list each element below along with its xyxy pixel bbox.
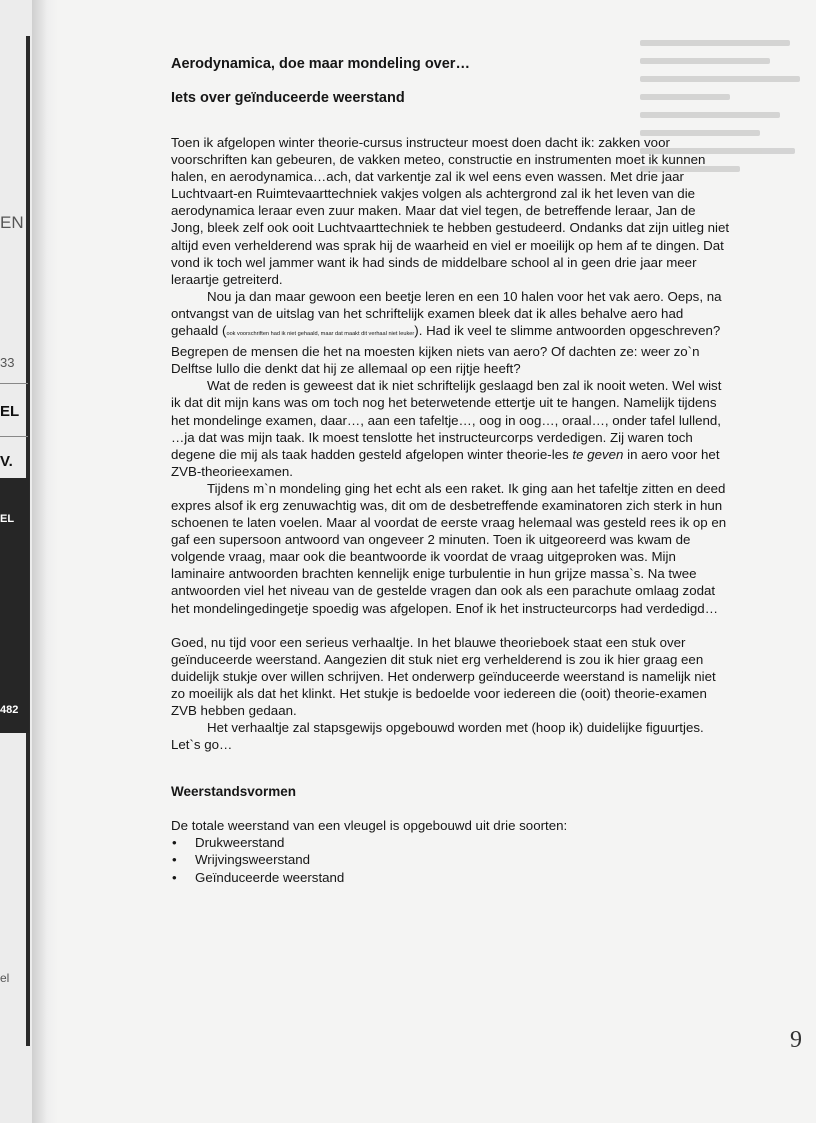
adjacent-page-fragment: EL	[0, 403, 20, 420]
adjacent-page-fragment: el	[0, 971, 10, 985]
list-item: • Wrijvingsweerstand	[172, 852, 311, 868]
page-binding-shadow	[32, 0, 58, 1123]
drag-types-list	[171, 834, 731, 885]
adjacent-page-dark-band	[0, 478, 29, 733]
paragraph-exam-result: Nou ja dan maar gewoon een beetje leren en een 10 halen voor het vak aero. Oeps, na ontvangst van de uitslag van het schriftelijk examen bleek dat ik alles behalve aero had gehaald (ook voorschriften had ik niet gehaald, maar dat maakt dit verhaal niet leuker). Had ik veel te slimme antwoorden opgeschreven? Begrepen de mensen die het na moesten kijken niets van aero? Of dachten ze: weer zo`n Delftse lullo die denkt dat hij ze allemaal op een rijtje heeft?	[171, 288, 722, 377]
article-title: Aerodynamica, doe maar mondeling over…	[171, 56, 470, 72]
bullet-icon: •	[172, 852, 177, 868]
list-item: • Geïnduceerde weerstand	[172, 869, 345, 885]
paragraph-oral-exam: Tijdens m`n mondeling ging het echt als een raket. Ik ging aan het tafeltje zitten en deed expres alsof ik erg zenuwachtig was, dit om de desbetreffende examinatoren zich sterk in hun schoenen te laten voelen. Maar al voordat de eerste vraag helemaal was gesteld rees ik op en gaf een supersoon antwoord van ongeveer 2 minuten. Toen ik uitgeoreerd was kwam de volgende vraag, maar ook die beantwoorde ik voordat de vraag uitgeproken was. Mijn laminaire antwoorden brachten kennelijk enige turbulentie in hun grijze massa`s. Na twee antwoorden viel het niveau van de gestelde vragen dan ook als een parachute omlaag zodat het mondelingedingetje spoedig was afgelopen. Enof ik het instructeurcorps had verdedigd…	[171, 480, 727, 616]
section-intro: De totale weerstand van een vleugel is opgebouwd uit drie soorten:	[171, 818, 568, 834]
adjacent-page-rule	[0, 383, 28, 384]
paragraph-oral-exam-reason: Wat de reden is geweest dat ik niet schriftelijk geslaagd ben zal ik nooit weten. Wel wist ik dat dit mijn kans was om toch nog het beterwetende ettertje uit te hangen. Namelijk tijdens het mondelinge examen, daar…, aan een tafeltje…, oog in oog…, oraal…, onder tafel lullend, …ja dat was mijn taak. Ik moest tenslotte het instructeurcorps verdedigen. Zij waren toch degene die mij als taak hadden gesteld afgelopen winter theorie-les te geven in aero voor het ZVB-theorieexamen.	[171, 378, 722, 479]
article-subtitle: Iets over geïnduceerde weerstand	[171, 90, 405, 106]
adjacent-page-fragment: 482	[0, 704, 19, 716]
section-heading: Weerstandsvormen	[171, 784, 297, 800]
adjacent-page-fragment: 33	[0, 355, 15, 370]
paragraph-intro: Toen ik afgelopen winter theorie-cursus instructeur moest doen dacht ik: zakken voor voorschriften kan gebeuren, de vakken meteo, constructie en instrumenten moet ik kunnen halen, en aerodynamica…ach, dat varkentje zal ik wel eens even wassen. Met drie jaar Luchtvaart-en Ruimtevaarttechniek vakjes volgen als achtergrond zal ik het leven van die aerodynamica leraar even zuur maken. Maar dat viel tegen, de betreffende leraar, Jan de Jong, bleek zelf ook ooit Luchtvaarttechniek te hebben gestudeerd. Ondanks dat zijn uitleg niet altijd even verhelderend was sprak hij de waarheid en viel er moeilijk op hem af te dingen. Dat vond ik toch wel jammer want ik had sinds de middelbare school al in geen drie jaar meer leraartje getreiterd.	[171, 135, 730, 287]
adjacent-page-strip	[0, 0, 32, 1123]
bullet-icon: •	[172, 835, 177, 851]
adjacent-page-fragment: EL	[0, 513, 15, 525]
paragraph-lets-go: Het verhaaltje zal stapsgewijs opgebouwd worden met (hoop ik) duidelijke figuurtjes. Let`s go…	[171, 720, 704, 753]
page-number: 9	[790, 1027, 802, 1053]
bullet-icon: •	[172, 869, 177, 885]
paragraph-serious-story: Goed, nu tijd voor een serieus verhaaltje. In het blauwe theorieboek staat een stuk over geïnduceerde weerstand. Aangezien dit stuk niet erg verhelderend is zou ik hier graag een duidelijk stukje over willen schrijven. Het onderwerp geïnduceerde weerstand is namelijk niet zo moeilijk als dat het klinkt. Het stukje is bedoelde voor iedereen die (ooit) theorie-examen ZVB hebben gedaan.	[171, 634, 716, 718]
adjacent-page-fragment: V.	[0, 453, 13, 470]
list-item: • Drukweerstand	[172, 835, 285, 851]
adjacent-page-rule	[0, 436, 28, 437]
adjacent-page-fragment: EN	[0, 213, 24, 232]
article	[171, 55, 731, 886]
italic-emphasis: te geven	[572, 446, 624, 462]
small-aside-text: ook voorschriften had ik niet gehaald, maar dat maakt dit verhaal niet leuker	[226, 331, 415, 338]
